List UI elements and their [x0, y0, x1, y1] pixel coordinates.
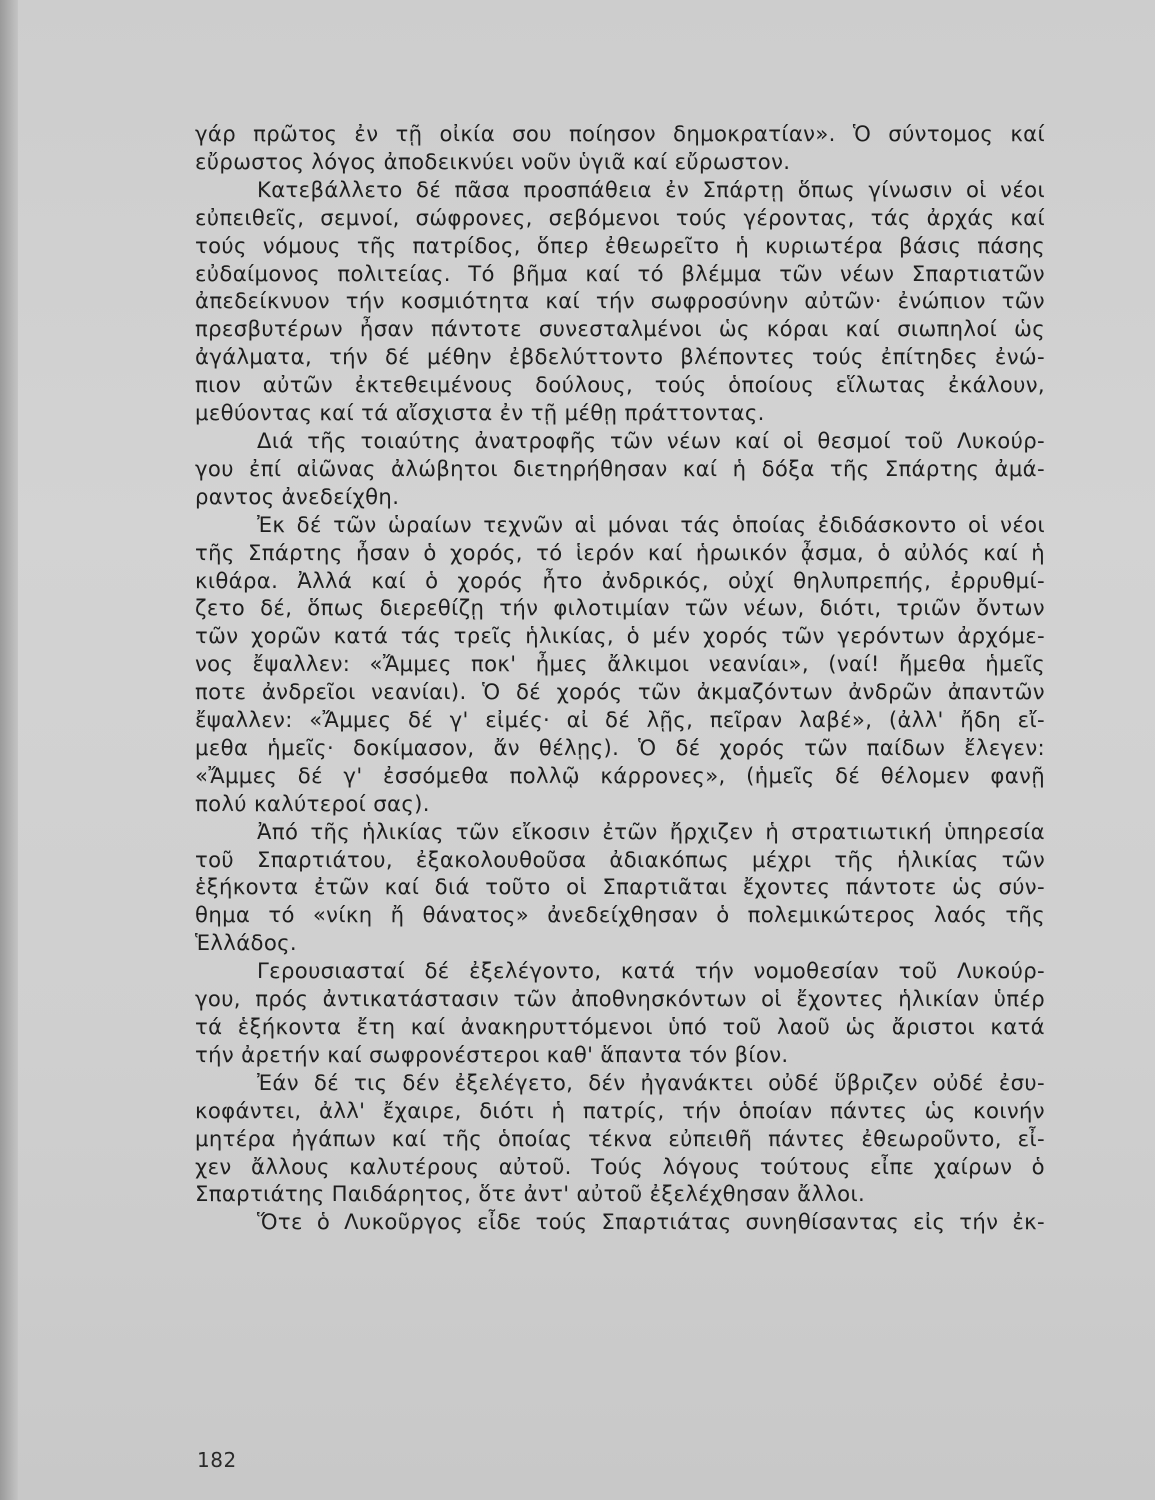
- page-gutter-shadow: [0, 0, 18, 1500]
- text-line: Ἀπό τῆς ἡλικίας τῶν εἴκοσιν ἐτῶν ἤρχιζεν ἡ στρατιωτική ὑπηρεσία: [257, 818, 1045, 844]
- text-line: Σπαρτιάτης Παιδάρητος, ὅτε ἀντ' αὐτοῦ ἐξελέχθησαν ἄλλοι.: [195, 1181, 866, 1207]
- text-line: χεν ἄλλους καλυτέρους αὐτοῦ. Τούς λόγους τούτους εἶπε χαίρων ὁ: [195, 1153, 1045, 1179]
- text-line: Ὅτε ὁ Λυκοῦργος εἶδε τούς Σπαρτιάτας συνηθίσαντας εἰς τήν ἐκ-: [257, 1209, 1045, 1235]
- text-line: Ἐάν δέ τις δέν ἐξελέγετο, δέν ἠγανάκτει οὐδέ ὕβριζεν οὐδέ ἐσυ-: [257, 1069, 1045, 1095]
- text-line: ποτε ἀνδρεῖοι νεανίαι). Ὁ δέ χορός τῶν ἀκμαζόντων ἀνδρῶν ἀπαντῶν: [195, 679, 1045, 705]
- paragraph: [195, 818, 1045, 958]
- paragraph: [195, 511, 1045, 818]
- text-line: Ἑλλάδος.: [195, 930, 298, 956]
- text-line: τῆς Σπάρτης ἦσαν ὁ χορός, τό ἱερόν καί ἡρωικόν ᾆσμα, ὁ αὐλός καί ἡ: [195, 539, 1045, 565]
- text-line: Κατεβάλλετο δέ πᾶσα προσπάθεια ἐν Σπάρτῃ ὅπως γίνωσιν οἱ νέοι: [257, 176, 1045, 202]
- paragraph: [195, 427, 1045, 511]
- page-number: 182: [197, 1448, 237, 1472]
- text-line: εὐπειθεῖς, σεμνοί, σώφρονες, σεβόμενοι τούς γέροντας, τάς ἀρχάς καί: [195, 204, 1045, 230]
- text-line: πολύ καλύτεροί σας).: [195, 790, 430, 816]
- paragraph: [195, 957, 1045, 1069]
- text-line: τούς νόμους τῆς πατρίδος, ὅπερ ἐθεωρεῖτο ἡ κυριωτέρα βάσις πάσης: [195, 232, 1045, 258]
- text-line: ἀγάλματα, τήν δέ μέθην ἐβδελύττοντο βλέποντες τούς ἐπίτηδες ἐνώ-: [195, 344, 1045, 370]
- text-line: νος ἔψαλλεν: «Ἄμμες ποκ' ἦμες ἄλκιμοι νεανίαι», (ναί! ἤμεθα ἡμεῖς: [195, 651, 1045, 677]
- text-line: Διά τῆς τοιαύτης ἀνατροφῆς τῶν νέων καί οἱ θεσμοί τοῦ Λυκούρ-: [257, 427, 1045, 453]
- text-line: γου, πρός ἀντικατάστασιν τῶν ἀποθνησκόντων οἱ ἔχοντες ἡλικίαν ὑπέρ: [195, 986, 1045, 1012]
- text-line: μεθύοντας καί τά αἴσχιστα ἐν τῇ μέθῃ πράττοντας.: [195, 400, 765, 426]
- text-line: ζετο δέ, ὅπως διερεθίζῃ τήν φιλοτιμίαν τῶν νέων, διότι, τριῶν ὄντων: [195, 595, 1045, 621]
- text-line: τῶν χορῶν κατά τάς τρεῖς ἡλικίας, ὁ μέν χορός τῶν γερόντων ἀρχόμε-: [195, 623, 1045, 649]
- text-line: «Ἄμμες δέ γ' ἐσσόμεθα πολλῷ κάρρονες», (ἡμεῖς δέ θέλομεν φανῇ: [195, 762, 1045, 788]
- text-line: θημα τό «νίκη ἤ θάνατος» ἀνεδείχθησαν ὁ πολεμικώτερος λαός τῆς: [195, 902, 1045, 928]
- body-text: [195, 120, 1045, 1236]
- text-line: πρεσβυτέρων ἦσαν πάντοτε συνεσταλμένοι ὡς κόραι καί σιωπηλοί ὡς: [195, 316, 1045, 342]
- text-line: μητέρα ἠγάπων καί τῆς ὁποίας τέκνα εὐπειθῆ πάντες ἐθεωροῦντο, εἶ-: [195, 1125, 1045, 1151]
- text-line: γάρ πρῶτος ἐν τῇ οἰκία σου ποίησον δημοκρατίαν». Ὁ σύντομος καί: [195, 121, 1045, 146]
- text-line: τήν ἀρετήν καί σωφρονέστεροι καθ' ἅπαντα τόν βίον.: [195, 1041, 789, 1067]
- paragraph: [195, 1069, 1045, 1209]
- text-line: Ἐκ δέ τῶν ὡραίων τεχνῶν αἱ μόναι τάς ὁποίας ἐδιδάσκοντο οἱ νέοι: [257, 511, 1045, 537]
- text-line: κιθάρα. Ἀλλά καί ὁ χορός ἦτο ἀνδρικός, οὐχί θηλυπρεπής, ἐρρυθμί-: [195, 567, 1045, 593]
- text-line: ραντος ἀνεδείχθη.: [195, 483, 400, 509]
- paragraph: [195, 120, 1045, 176]
- text-line: Γερουσιασταί δέ ἐξελέγοντο, κατά τήν νομοθεσίαν τοῦ Λυκούρ-: [257, 958, 1045, 984]
- paragraph: [195, 1208, 1045, 1236]
- text-line: ἀπεδείκνυον τήν κοσμιότητα καί τήν σωφροσύνην αὐτῶν· ἐνώπιον τῶν: [195, 288, 1045, 314]
- text-line: μεθα ἡμεῖς· δοκίμασον, ἄν θέλῃς). Ὁ δέ χορός τῶν παίδων ἔλεγεν:: [195, 734, 1045, 760]
- paragraph: [195, 176, 1045, 427]
- text-line: εὐδαίμονος πολιτείας. Τό βῆμα καί τό βλέμμα τῶν νέων Σπαρτιατῶν: [195, 260, 1045, 286]
- text-line: τοῦ Σπαρτιάτου, ἐξακολουθοῦσα ἀδιακόπως μέχρι τῆς ἡλικίας τῶν: [195, 846, 1045, 872]
- text-line: ἑξήκοντα ἐτῶν καί διά τοῦτο οἱ Σπαρτιᾶται ἔχοντες πάντοτε ὡς σύν-: [195, 874, 1045, 900]
- text-line: γου ἐπί αἰῶνας ἀλώβητοι διετηρήθησαν καί ἡ δόξα τῆς Σπάρτης ἀμά-: [195, 455, 1045, 481]
- text-line: τά ἑξήκοντα ἔτη καί ἀνακηρυττόμενοι ὑπό τοῦ λαοῦ ὡς ἄριστοι κατά: [195, 1014, 1045, 1039]
- text-line: ἔψαλλεν: «Ἄμμες δέ γ' εἰμές· αἰ δέ λῇς, πεῖραν λαβέ», (ἀλλ' ἤδη εἴ-: [195, 707, 1045, 733]
- text-line: εὔρωστος λόγος ἀποδεικνύει νοῦν ὑγιᾶ καί εὔρωστον.: [195, 148, 791, 174]
- text-line: κοφάντει, ἀλλ' ἔχαιρε, διότι ἡ πατρίς, τήν ὁποίαν πάντες ὡς κοινήν: [195, 1097, 1045, 1123]
- text-line: πιον αὐτῶν ἐκτεθειμένους δούλους, τούς ὁποίους εἵλωτας ἐκάλουν,: [195, 372, 1045, 398]
